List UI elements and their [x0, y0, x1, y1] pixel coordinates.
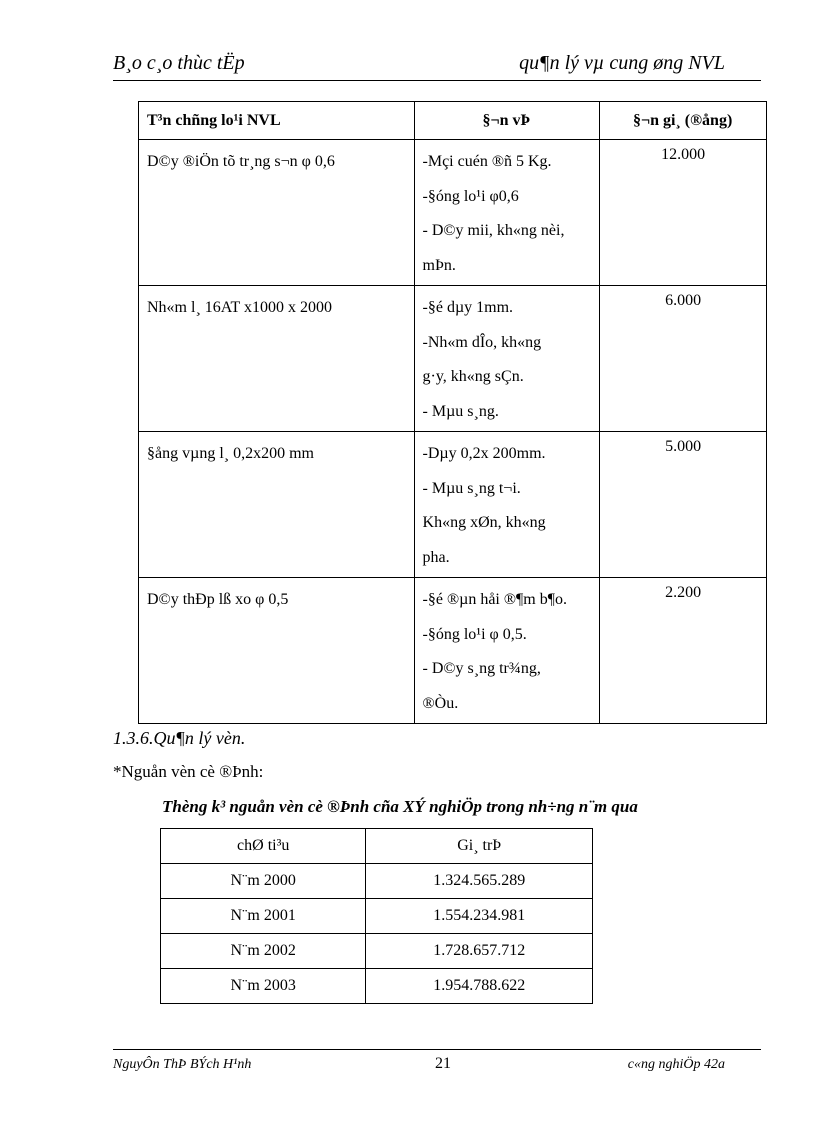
- table-row: [161, 934, 593, 969]
- column-header-unit: §¬n vÞ: [414, 102, 600, 140]
- value-cell: 1.554.234.981: [366, 899, 593, 934]
- table-row: [139, 578, 767, 724]
- section-title: 1.3.6.Qu¶n lý vèn.: [113, 728, 246, 748]
- table-header-row: [161, 829, 593, 864]
- spec-line: Kh«ng xØn, kh«ng: [422, 514, 546, 531]
- page-number: 21: [435, 1055, 451, 1072]
- year-cell: N¨m 2002: [161, 934, 366, 969]
- materials-table: [138, 101, 767, 724]
- spec-line: pha.: [422, 548, 450, 566]
- material-name: Nh«m l¸ 16AT x1000 x 2000: [139, 286, 415, 432]
- table-row: [139, 432, 767, 578]
- material-name: §ång vµng l¸ 0,2x200 mm: [139, 432, 415, 578]
- table-header-row: [139, 102, 767, 140]
- header-report-title: B¸o c¸o thùc tËp: [113, 52, 245, 74]
- spec-line: - D©y s¸ng tr¾ng,: [422, 660, 541, 677]
- material-name: D©y ®iÖn tõ tr¸ng s¬n φ 0,6: [139, 140, 415, 286]
- spec-line: mÞn.: [422, 256, 456, 274]
- table-row: [139, 286, 767, 432]
- value-cell: 1.954.788.622: [366, 969, 593, 1004]
- material-price: 6.000: [600, 286, 767, 432]
- spec-line: ®Òu.: [422, 694, 459, 712]
- footer-author: NguyÔn ThÞ BÝch H¹nh: [113, 1057, 252, 1072]
- table-row: [161, 899, 593, 934]
- table-row: [161, 864, 593, 899]
- spec-line: -Nh«m dÎo, kh«ng: [422, 333, 542, 351]
- material-price: 12.000: [600, 140, 767, 286]
- spec-line: -§óng lo¹i φ0,6: [422, 187, 519, 205]
- spec-line: -Mçi cuén ®ñ 5 Kg.: [422, 153, 552, 170]
- table-row: [161, 969, 593, 1004]
- spec-line: -§é ®µn håi ®¶m b¶o.: [422, 591, 567, 608]
- spec-line: - Mµu s¸ng t¬i.: [422, 479, 521, 497]
- spec-line: g·y, kh«ng sÇn.: [422, 368, 524, 385]
- material-price: 2.200: [600, 578, 767, 724]
- material-spec: [414, 578, 600, 724]
- spec-line: -§é dµy 1mm.: [422, 299, 514, 316]
- material-name: D©y thÐp lß xo φ 0,5: [139, 578, 415, 724]
- material-spec: [414, 432, 600, 578]
- header-topic: qu¶n lý vµ cung øng NVL: [519, 52, 725, 74]
- material-spec: [414, 140, 600, 286]
- year-cell: N¨m 2000: [161, 864, 366, 899]
- value-cell: 1.324.565.289: [366, 864, 593, 899]
- spec-line: - Mµu s¸ng.: [422, 402, 499, 420]
- page-footer: [113, 1049, 761, 1080]
- spec-line: - D©y mii, kh«ng nèi,: [422, 222, 565, 239]
- column-header-indicator: chØ ti³u: [161, 829, 366, 864]
- material-spec: [414, 286, 600, 432]
- year-cell: N¨m 2001: [161, 899, 366, 934]
- column-header-name: T³n chñng lo¹i NVL: [139, 102, 415, 140]
- spec-line: -Dµy 0,2x 200mm.: [422, 445, 546, 462]
- table-caption: Thèng k³ nguån vèn cè ®Þnh cña XÝ nghiÖp trong nh÷ng n¨m qua: [162, 797, 638, 816]
- footer-class: c«ng nghiÖp 42a: [627, 1057, 725, 1072]
- capital-table: [160, 828, 593, 1004]
- spec-line: -§óng lo¹i φ 0,5.: [422, 625, 527, 643]
- material-price: 5.000: [600, 432, 767, 578]
- table-row: [139, 140, 767, 286]
- source-heading: *Nguån vèn cè ®Þnh:: [113, 762, 264, 781]
- year-cell: N¨m 2003: [161, 969, 366, 1004]
- page-header: [113, 52, 761, 81]
- value-cell: 1.728.657.712: [366, 934, 593, 969]
- column-header-value: Gi¸ trÞ: [366, 829, 593, 864]
- column-header-price: §¬n gi¸ (®ång): [600, 102, 767, 140]
